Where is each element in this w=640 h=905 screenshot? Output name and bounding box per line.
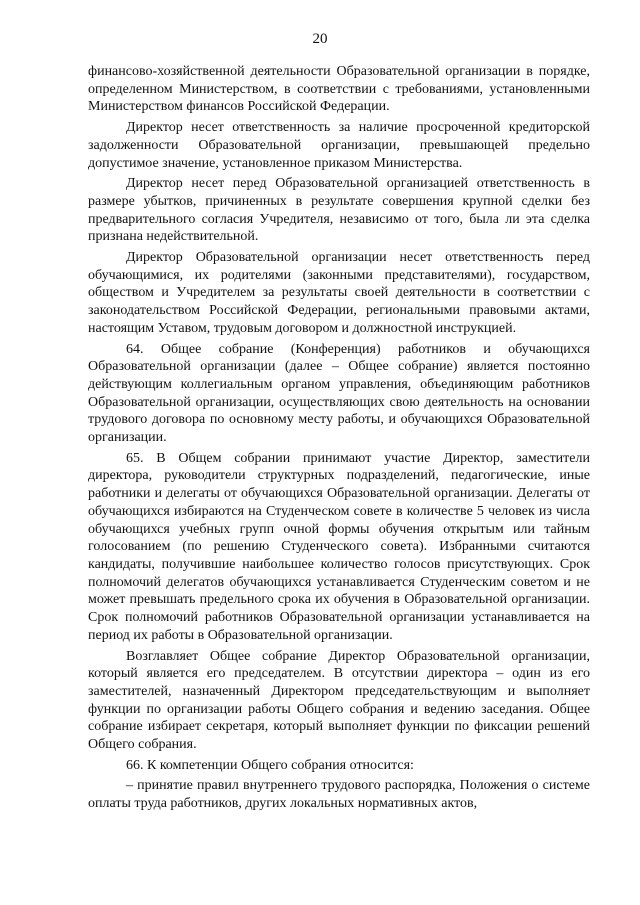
- paragraph: Директор несет ответственность за наличие просроченной кредиторской задолженности Образовательной организации, превышающей предельно допустимое значение, установленное приказом Министерства.: [88, 120, 590, 171]
- paragraph: финансово-хозяйственной деятельности Образовательной организации в порядке, определенном Министерством, в соответствии с требованиями, установленными Министерством финансов Российской Федерации.: [88, 64, 590, 115]
- paragraph: 66. К компетенции Общего собрания относится:: [126, 757, 414, 773]
- paragraph: 65. В Общем собрании принимают участие Директор, заместители директора, руководители структурных подразделений, педагогические, иные работники и делегаты от обучающихся Образовательной организации. Делегаты от обучающихся избираются на Студенческом совете в количестве 5 человек из числа обучающихся учебных групп очной формы обучения открытым или тайным голосованием (по решению Студенческого совета). Избранными считаются кандидаты, получившие наибольшее количество голосов присутствующих. Срок полномочий делегатов обучающихся устанавливается Студенческим советом и не может превышать предельного срока их обучения в Образовательной организации. Срок полномочий работников Образовательной организации устанавливается на период их работы в Образовательной организации.: [88, 450, 590, 643]
- page-number: 20: [312, 31, 328, 47]
- paragraph: 64. Общее собрание (Конференция) работников и обучающихся Образовательной организации (далее – Общее собрание) является постоянно действующим коллегиальным органом управления, объединяющим работников Образовательной организации, осуществляющих свою деятельность на основании трудового договора по основному месту работы, и обучающихся Образовательной организации.: [88, 341, 590, 446]
- paragraph: Директор несет перед Образовательной организацией ответственность в размере убытков, причиненных в результате совершения крупной сделки без предварительного согласия Учредителя, независимо от того, была ли эта сделка признана недействительной.: [88, 176, 590, 245]
- paragraph: – принятие правил внутреннего трудового распорядка, Положения о системе оплаты труда работников, других локальных нормативных актов,: [88, 778, 590, 812]
- paragraph: Возглавляет Общее собрание Директор Образовательной организации, который является его председателем. В отсутствии директора – один из его заместителей, назначенный Директором председательствующим и выполняет функции по организации работы Общего собрания и ведению заседания. Общее собрание избирает секретаря, который выполняет функции по фиксации решений Общего собрания.: [88, 648, 590, 753]
- paragraph: Директор Образовательной организации несет ответственность перед обучающимися, их родителями (законными представителями), государством, обществом и Учредителем за результаты своей деятельности в соответствии с законодательством Российской Федерации, региональными правовыми актами, настоящим Уставом, трудовым договором и должностной инструкцией.: [88, 250, 590, 336]
- document-body: [88, 63, 590, 816]
